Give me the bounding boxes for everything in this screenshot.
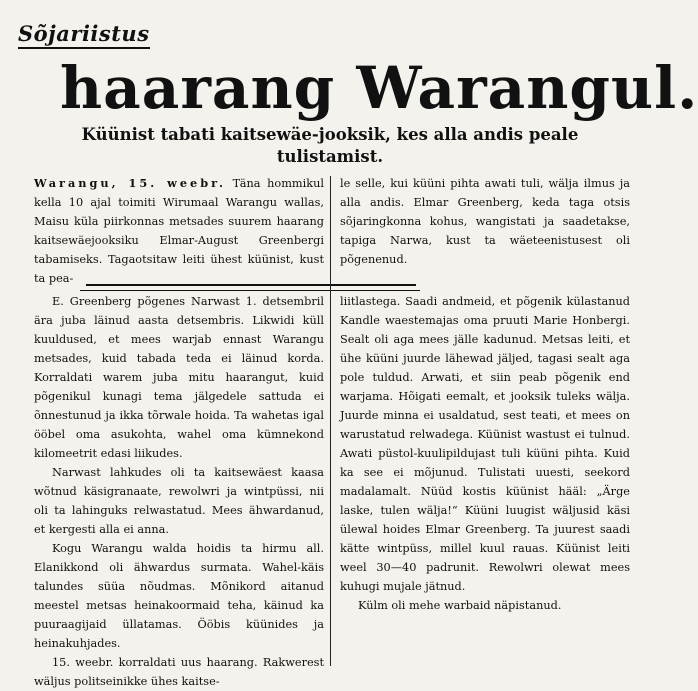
body-paragraph: 15. weebr. korraldati uus haarang. Rakwerest wäljus politseinikke ühes kaitse- (34, 656, 324, 688)
body-column-right (340, 292, 630, 664)
column-separator (330, 176, 331, 666)
lead-right-text: le selle, kui küüni pihta awati tuli, wälja ilmus ja alla andis. Elmar Greenberg, keda taga otsis sõjaringkonna kohus, wangistati ja saadetakse, tapiga Narwa, kust ta wäeteenistusest oli põgenenud. (340, 177, 630, 266)
lead-left-text: Täna hommikul kella 10 ajal toimiti Wirumaal Warangu wallas, Maisu küla piirkonnas metsades suurem haarang kaitsewäejooksiku Elmar-August Greenbergi tabamiseks. Tagaotsitaw leiti ühest küünist, kust ta pea- (34, 177, 324, 285)
section-label: Sõjariistus (18, 22, 150, 49)
body-paragraph: liitlastega. Saadi andmeid, et põgenik külastanud Kandle waestemajas oma pruuti Marie Honbergi. Sealt oli aga mees jälle kadunud. Metsas leiti, et ühe küüni juurde lähewad jäljed, tagasi sealt aga pole tuldud. Arwati, et siin peab põgenik end warjama. Hõigati eemalt, et jooksik tuleks wälja. Juurde minna ei usaldatud, sest teati, et mees on warustatud relwadega. Küünist wastust ei tulnud. Awati püstol-kuulipildujast tuli küüni pihta. Kuid ka see ei mõjunud. Tulistati uuesti, seekord madalamalt. Nüüd kostis küünist hääl: „Ärge laske, tulen wälja!“ Küüni luugist wäljusid käsi ülewal hoides Elmar Greenberg. Ta juurest saadi kätte wintpüss, millel kuul rauas. Küünist leiti weel 30—40 padrunit. Rewolwri olewat mees kuhugi mujale jätnud. (340, 295, 630, 593)
lead-paragraph-right (340, 174, 630, 284)
body-paragraph: Külm oli mehe warbaid näpistanud. (358, 599, 562, 612)
dateline: Warangu, 15. weebr. (34, 176, 226, 190)
body-paragraph: Kogu Warangu walda hoidis ta hirmu all. Elanikkond oli ähwardus surmata. Wahel-käis talundes süüa nõudmas. Mõnikord aitanud meestel metsas heinakoormaid teha, käinud ka puuraagijaid üllatamas. Ööbis küünides ja heinakuhjades. (34, 542, 324, 650)
subheadline: Küünist tabati kaitsewäe-jooksik, kes alla andis peale tulistamist. (81, 125, 579, 166)
lead-divider-thin (80, 290, 420, 291)
body-column-left (34, 292, 324, 688)
body-paragraph: E. Greenberg põgenes Narwast 1. detsembril ära juba läinud aasta detsembris. Likwidi küll kuuldused, et mees warjab ennast Warangu metsades, kuid tabada teda ei läinud korda. Korraldati warem juba mitu haarangut, kuid põgenikul kunagi tema jälgedele sattuda ei õnnestunud ja ikka tõrwale hoida. Ta wahetas igal ööbel oma asukohta, wahel oma kümnekond kilomeetrit edasi liikudes. (34, 295, 324, 460)
lead-paragraph-left (34, 174, 324, 284)
body-paragraph: Narwast lahkudes oli ta kaitsewäest kaasa wõtnud käsigranaate, rewolwri ja wintpüssi, nii oli ta lahinguks relwastatud. Mees ähwardanud, et kergesti alla ei anna. (34, 466, 324, 536)
lead-divider (86, 284, 416, 286)
headline: haarang Warangul. (60, 54, 698, 122)
